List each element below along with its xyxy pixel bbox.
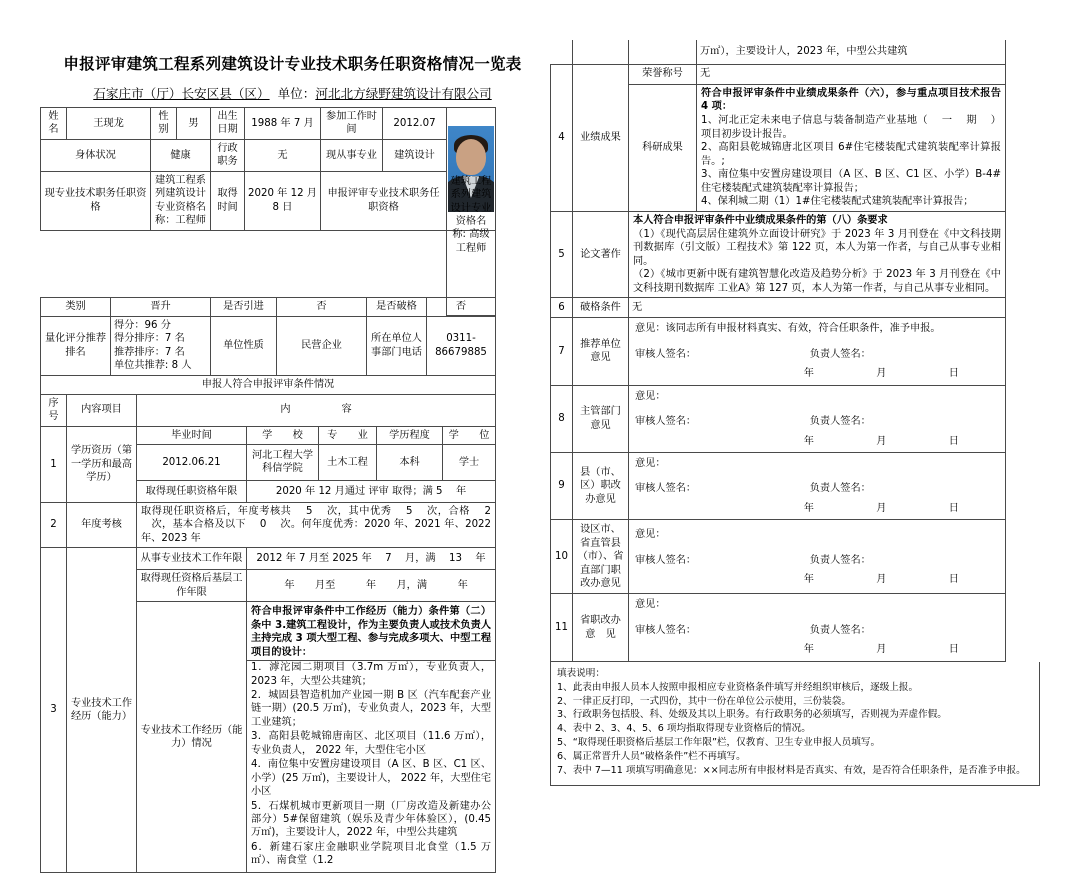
- category-value: 晋升: [111, 298, 211, 316]
- signature-row: [635, 554, 999, 567]
- opinion-text[interactable]: 意见：: [635, 458, 666, 470]
- list-item: 1、河北正定未来电子信息与装备制造产业基地（ 一 期 ）项目初步设计报告。: [701, 115, 1001, 140]
- score-rank-label: 量化评分推荐排名: [41, 316, 111, 375]
- responsible-signature-field[interactable]: 负责人签名：: [809, 348, 871, 360]
- list-item: 6、属正常晋升人员“破格条件”栏不再填写。: [557, 751, 746, 763]
- region-prefix: 石家庄市（厅）: [93, 86, 182, 101]
- opinion-seq-9: 9: [551, 453, 573, 520]
- list-item: （1）《现代高层居住建筑外立面设计研究》于 2023 年 3 月刊登在《中文科技期刊数据库（引文版）工程技术》第 122 页，本人为第一作者，与自己从事专业相同。: [633, 229, 1001, 267]
- current-major-label: 现从事专业: [321, 139, 383, 171]
- current-major-value: 建筑设计: [383, 139, 447, 171]
- apply-qual-label: 申报评审专业技术职务任职资格: [321, 171, 447, 230]
- list-item: 3、行政职务包括股、科、处级及其以上职务。有行政职务的必须填写，否则视为弄虚作假。: [557, 709, 947, 721]
- spill-label: [573, 40, 629, 64]
- table-row: [551, 40, 1006, 64]
- honor-label: 荣誉称号: [629, 64, 697, 84]
- signature-row: [635, 482, 999, 495]
- edu-col-school: 学 校: [247, 426, 319, 444]
- work-start-value: 2012.07: [383, 108, 447, 140]
- district-name: 长安区: [181, 86, 220, 101]
- signature-row: [635, 415, 999, 428]
- table-row: [551, 211, 1006, 298]
- opinion-label-7: 推荐单位意见: [573, 318, 629, 385]
- unit-nature-value: 民营企业: [277, 316, 367, 375]
- reviewer-signature-field[interactable]: 审核人签名：: [635, 416, 697, 428]
- is-exception-value: 否: [427, 298, 496, 316]
- date-field[interactable]: 年 月 日: [803, 644, 973, 656]
- list-item: 2、高阳县乾城锦唐北区项目 6#住宅楼装配式建筑装配率计算报告。;: [701, 142, 1001, 167]
- experience-items: [247, 661, 496, 873]
- edu-label: 学历资历（第一学历和最高学历）: [67, 426, 137, 502]
- grassroots-years-label: 取得现任资格后基层工作年限: [137, 570, 247, 602]
- list-item: 5．石煤机城市更新项目一期（厂房改造及新建办公部分）5#保留建筑（娱乐及青少年体验区），(0.45 万㎡)，主要设计人，2022 年，中型公共建筑: [251, 800, 492, 839]
- table-row: [41, 394, 496, 426]
- work-start-label: 参加工作时间: [321, 108, 383, 140]
- opinion-label-11: 省职改办意 见: [573, 594, 629, 661]
- table-row: [41, 171, 496, 230]
- score-line-2: 得分排序：7 名: [114, 333, 185, 345]
- papers-label: 论文著作: [573, 211, 629, 298]
- table-row: [551, 520, 1006, 594]
- edu-years-label: 取得现任职资格年限: [137, 480, 247, 502]
- spill-sublabel: [629, 40, 697, 64]
- research-content: [697, 84, 1006, 211]
- region-suffix: 县（区）: [219, 86, 270, 101]
- hr-phone-value: 0311-86679885: [427, 316, 496, 375]
- admin-post-value: 无: [245, 139, 321, 171]
- table-row: [41, 108, 496, 140]
- list-item: 2、一律正反打印，一式四份，其中一份在单位公示使用，三份装袋。: [557, 695, 851, 707]
- birth-value: 1988 年 7 月: [245, 108, 321, 140]
- edu-major: 土木工程: [319, 444, 377, 480]
- list-item: 1．滹沱园二期项目（3.7m 万㎡），专业负责人，2023 年，大型公共建筑；: [251, 662, 492, 687]
- exception-value: 无: [629, 298, 1006, 318]
- is-exception-label: 是否破格: [367, 298, 427, 316]
- research-heading: 符合申报评审条件中业绩成果条件（六），参与重点项目技术报告 4 项：: [701, 87, 1001, 112]
- opinion-body-8: [629, 385, 1006, 452]
- papers-heading: 本人符合申报评审条件中业绩成果条件的第（八）条要求: [633, 214, 888, 226]
- spill-seq: [551, 40, 573, 64]
- score-line-3: 推荐排序：7 名: [114, 346, 185, 358]
- responsible-signature-field[interactable]: 负责人签名：: [809, 416, 871, 428]
- admin-post-label: 行政职务: [211, 139, 245, 171]
- list-item: 1、此表由申报人员本人按照申报相应专业资格条件填写并经组织审核后，逐级上报。: [557, 681, 919, 693]
- edu-seq: 1: [41, 426, 67, 502]
- photo-head: [456, 139, 486, 175]
- opinion-seq-8: 8: [551, 385, 573, 452]
- table-row: [41, 548, 496, 570]
- edu-col-level: 学历程度: [377, 426, 443, 444]
- obtain-time-value: 2020 年 12 月 8 日: [245, 171, 321, 230]
- annual-label: 年度考核: [67, 502, 137, 547]
- hr-phone-label: 所在单位人事部门电话: [367, 316, 427, 375]
- opinion-seq-10: 10: [551, 520, 573, 594]
- conditions-banner: 申报人符合申报评审条件情况: [41, 375, 496, 394]
- table-row: [551, 385, 1006, 452]
- page-title: 申报评审建筑工程系列建筑设计专业技术职务任职资格情况一览表: [63, 55, 522, 73]
- papers-content: [629, 211, 1006, 298]
- edu-col-grad-time: 毕业时间: [137, 426, 247, 444]
- list-item: 5、“取得现任职资格后基层工作年限”栏，仅教育、卫生专业申报人员填写。: [557, 737, 881, 749]
- opinion-text[interactable]: 意见：: [635, 529, 666, 541]
- reviewer-signature-field[interactable]: 审核人签名：: [635, 348, 697, 360]
- instructions-title: 填表说明：: [557, 667, 605, 679]
- category-label: 类别: [41, 298, 111, 316]
- signature-row: [635, 624, 999, 637]
- papers-seq: 5: [551, 211, 573, 298]
- opinion-body-7: [629, 318, 1006, 385]
- exception-label: 破格条件: [573, 298, 629, 318]
- score-line-4: 单位共推荐: 8 人: [114, 360, 192, 372]
- form-instructions: [550, 662, 1040, 786]
- list-item: 7、表中 7—11 项填写明确意见：××同志所有申报材料是否真实、有效，是否符合任职条件，是否准予申报。: [557, 765, 1026, 777]
- table-row: [41, 426, 496, 444]
- opinion-label-8: 主管部门意见: [573, 385, 629, 452]
- achievements-seq: 4: [551, 64, 573, 211]
- table-row: [551, 453, 1006, 520]
- list-item: 2．城固县智造机加产业园一期 B 区（汽车配套产业链一期）(20.5 万㎡)，专业负责人，2023 年，大型工业建筑；: [251, 689, 492, 728]
- col-header-seq: 序号: [41, 394, 67, 426]
- annual-text: 取得现任职资格后，年度考核共 5 次，其中优秀 5 次，合格 2 次，基本合格及以下 0 次。何年度优秀：2020 年、2021 年、2022 年、2023 年: [137, 502, 496, 547]
- gender-label: 性别: [151, 108, 177, 140]
- exception-seq: 6: [551, 298, 573, 318]
- achievements-label: 业绩成果: [573, 64, 629, 211]
- annual-seq: 2: [41, 502, 67, 547]
- date-field[interactable]: 年 月 日: [803, 574, 973, 586]
- edu-grad-time: 2012.06.21: [137, 444, 247, 480]
- opinion-body-9: [629, 453, 1006, 520]
- list-item: 4．南位集中安置房建设项目（A 区、B 区、C1 区、小学）(25 万㎡)，主要设计人， 2022 年，大型住宅小区: [251, 759, 492, 798]
- opinion-text[interactable]: 意见：: [635, 390, 666, 402]
- edu-years-value: 2020 年 12 月通过 评审 取得；满 5 年: [247, 480, 496, 502]
- score-rank-values: [111, 316, 211, 375]
- table-row: [551, 298, 1006, 318]
- birth-label: 出生日期: [211, 108, 245, 140]
- tech-years-label: 从事专业技术工作年限: [137, 548, 247, 570]
- continuation-table: [550, 40, 1006, 662]
- obtain-time-label: 取得时间: [211, 171, 245, 230]
- table-row: [551, 594, 1006, 661]
- edu-col-major: 专 业: [319, 426, 377, 444]
- reviewer-signature-field[interactable]: 审核人签名：: [635, 483, 697, 495]
- list-item: 4、表中 2、3、4、5、6 项均指取得现专业资格后的情况。: [557, 723, 811, 735]
- experience-sublabel: 专业技术工作经历（能力）情况: [137, 602, 247, 873]
- is-introduced-label: 是否引进: [211, 298, 277, 316]
- is-introduced-value: 否: [277, 298, 367, 316]
- table-row: [41, 298, 496, 316]
- signature-row: [635, 348, 999, 361]
- date-field[interactable]: 年 月 日: [803, 502, 973, 514]
- unit-label: 单位：: [277, 86, 316, 101]
- health-label: 身体状况: [41, 139, 151, 171]
- reviewer-signature-field[interactable]: 审核人签名：: [635, 624, 697, 636]
- opinion-text: 意见：该同志所有申报材料真实、有效，符合任职条件，准予申报。: [635, 323, 941, 335]
- basic-info-table: [40, 107, 496, 316]
- experience-continuation: 万㎡），主要设计人，2023 年，中型公共建筑: [697, 40, 1006, 64]
- col-header-item: 内容项目: [67, 394, 137, 426]
- research-label: 科研成果: [629, 84, 697, 211]
- date-field[interactable]: 年 月 日: [803, 368, 973, 380]
- experience-heading: 符合申报评审条件中工作经历（能力）条件第（二）条中 3.建筑工程设计，作为主要负责人或技术负责人主持完成 3 项大型工程、参与完成多项大、中型工程项目的设计：: [247, 602, 496, 661]
- opinion-body-10: [629, 520, 1006, 594]
- opinion-seq-11: 11: [551, 594, 573, 661]
- table-row: [551, 318, 1006, 385]
- unit-name: 河北北方绿野建筑设计有限公司: [315, 86, 492, 101]
- current-qual-value: 建筑工程系列建筑设计专业资格名称：工程师: [151, 171, 211, 230]
- date-field[interactable]: 年 月 日: [803, 435, 973, 447]
- responsible-signature-field[interactable]: 负责人签名：: [809, 483, 871, 495]
- name-value: 王现龙: [67, 108, 151, 140]
- edu-school: 河北工程大学科信学院: [247, 444, 319, 480]
- grassroots-years-value: 年 月至 年 月，满 年: [247, 570, 496, 602]
- table-row: [41, 139, 496, 171]
- edu-col-degree: 学 位: [443, 426, 496, 444]
- category-score-table: [40, 297, 496, 394]
- org-line: [40, 83, 545, 102]
- table-row: [41, 316, 496, 375]
- right-column: [545, 0, 1080, 777]
- opinion-label-9: 县（市、区）职改办意见: [573, 453, 629, 520]
- apply-qual-value: 建筑工程系列建筑设计专业资格名称: 高级工程师: [447, 172, 496, 258]
- honor-value: 无: [697, 64, 1006, 84]
- table-row: [41, 375, 496, 394]
- score-line-1: 得分：96 分: [114, 319, 171, 331]
- edu-level: 本科: [377, 444, 443, 480]
- list-item: 4、保利城二期（1）1#住宅楼装配式建筑装配率计算报告；: [701, 196, 974, 208]
- table-row: [41, 502, 496, 547]
- opinion-seq-7: 7: [551, 318, 573, 385]
- col-header-content: 内 容: [137, 394, 496, 426]
- list-item: （2）《城市更新中既有建筑智慧化改造及趋势分析》于 2023 年 3 月刊登在《中文科技期刊数据库 工业A》第 127 页，本人为第一作者，与自己从事专业相同。: [633, 269, 1001, 294]
- health-value: 健康: [151, 139, 211, 171]
- list-item: 3．高阳县乾城锦唐南区、北区项目（11.6 万㎡），专业负责人， 2022 年，大型住宅小区: [251, 731, 492, 756]
- responsible-signature-field[interactable]: 负责人签名：: [809, 554, 871, 566]
- opinion-body-11: [629, 594, 1006, 661]
- current-qual-label: 现专业技术职务任职资格: [41, 171, 151, 230]
- opinion-text[interactable]: 意见：: [635, 599, 666, 611]
- responsible-signature-field[interactable]: 负责人签名：: [809, 624, 871, 636]
- list-item: 6．新建石家庄金融职业学院项目北食堂（1.5 万㎡）、南食堂（1.2: [251, 841, 492, 867]
- experience-seq: 3: [41, 548, 67, 873]
- tech-years-value: 2012 年 7 月至 2025 年 7 月，满 13 年: [247, 548, 496, 570]
- name-label: 姓名: [41, 108, 67, 140]
- table-row: [551, 64, 1006, 84]
- conditions-table: [40, 394, 496, 873]
- unit-nature-label: 单位性质: [211, 316, 277, 375]
- list-item: 3、南位集中安置房建设项目（A 区、B 区、C1 区、小学）B-4#住宅楼装配式建筑装配率计算报告；: [701, 169, 1001, 194]
- experience-label: 专业技术工作经历（能力）: [67, 548, 137, 873]
- edu-degree: 学士: [443, 444, 496, 480]
- gender-value: 男: [177, 108, 211, 140]
- reviewer-signature-field[interactable]: 审核人签名：: [635, 554, 697, 566]
- opinion-label-10: 设区市、省直管县（市）、省直部门职改办意见: [573, 520, 629, 594]
